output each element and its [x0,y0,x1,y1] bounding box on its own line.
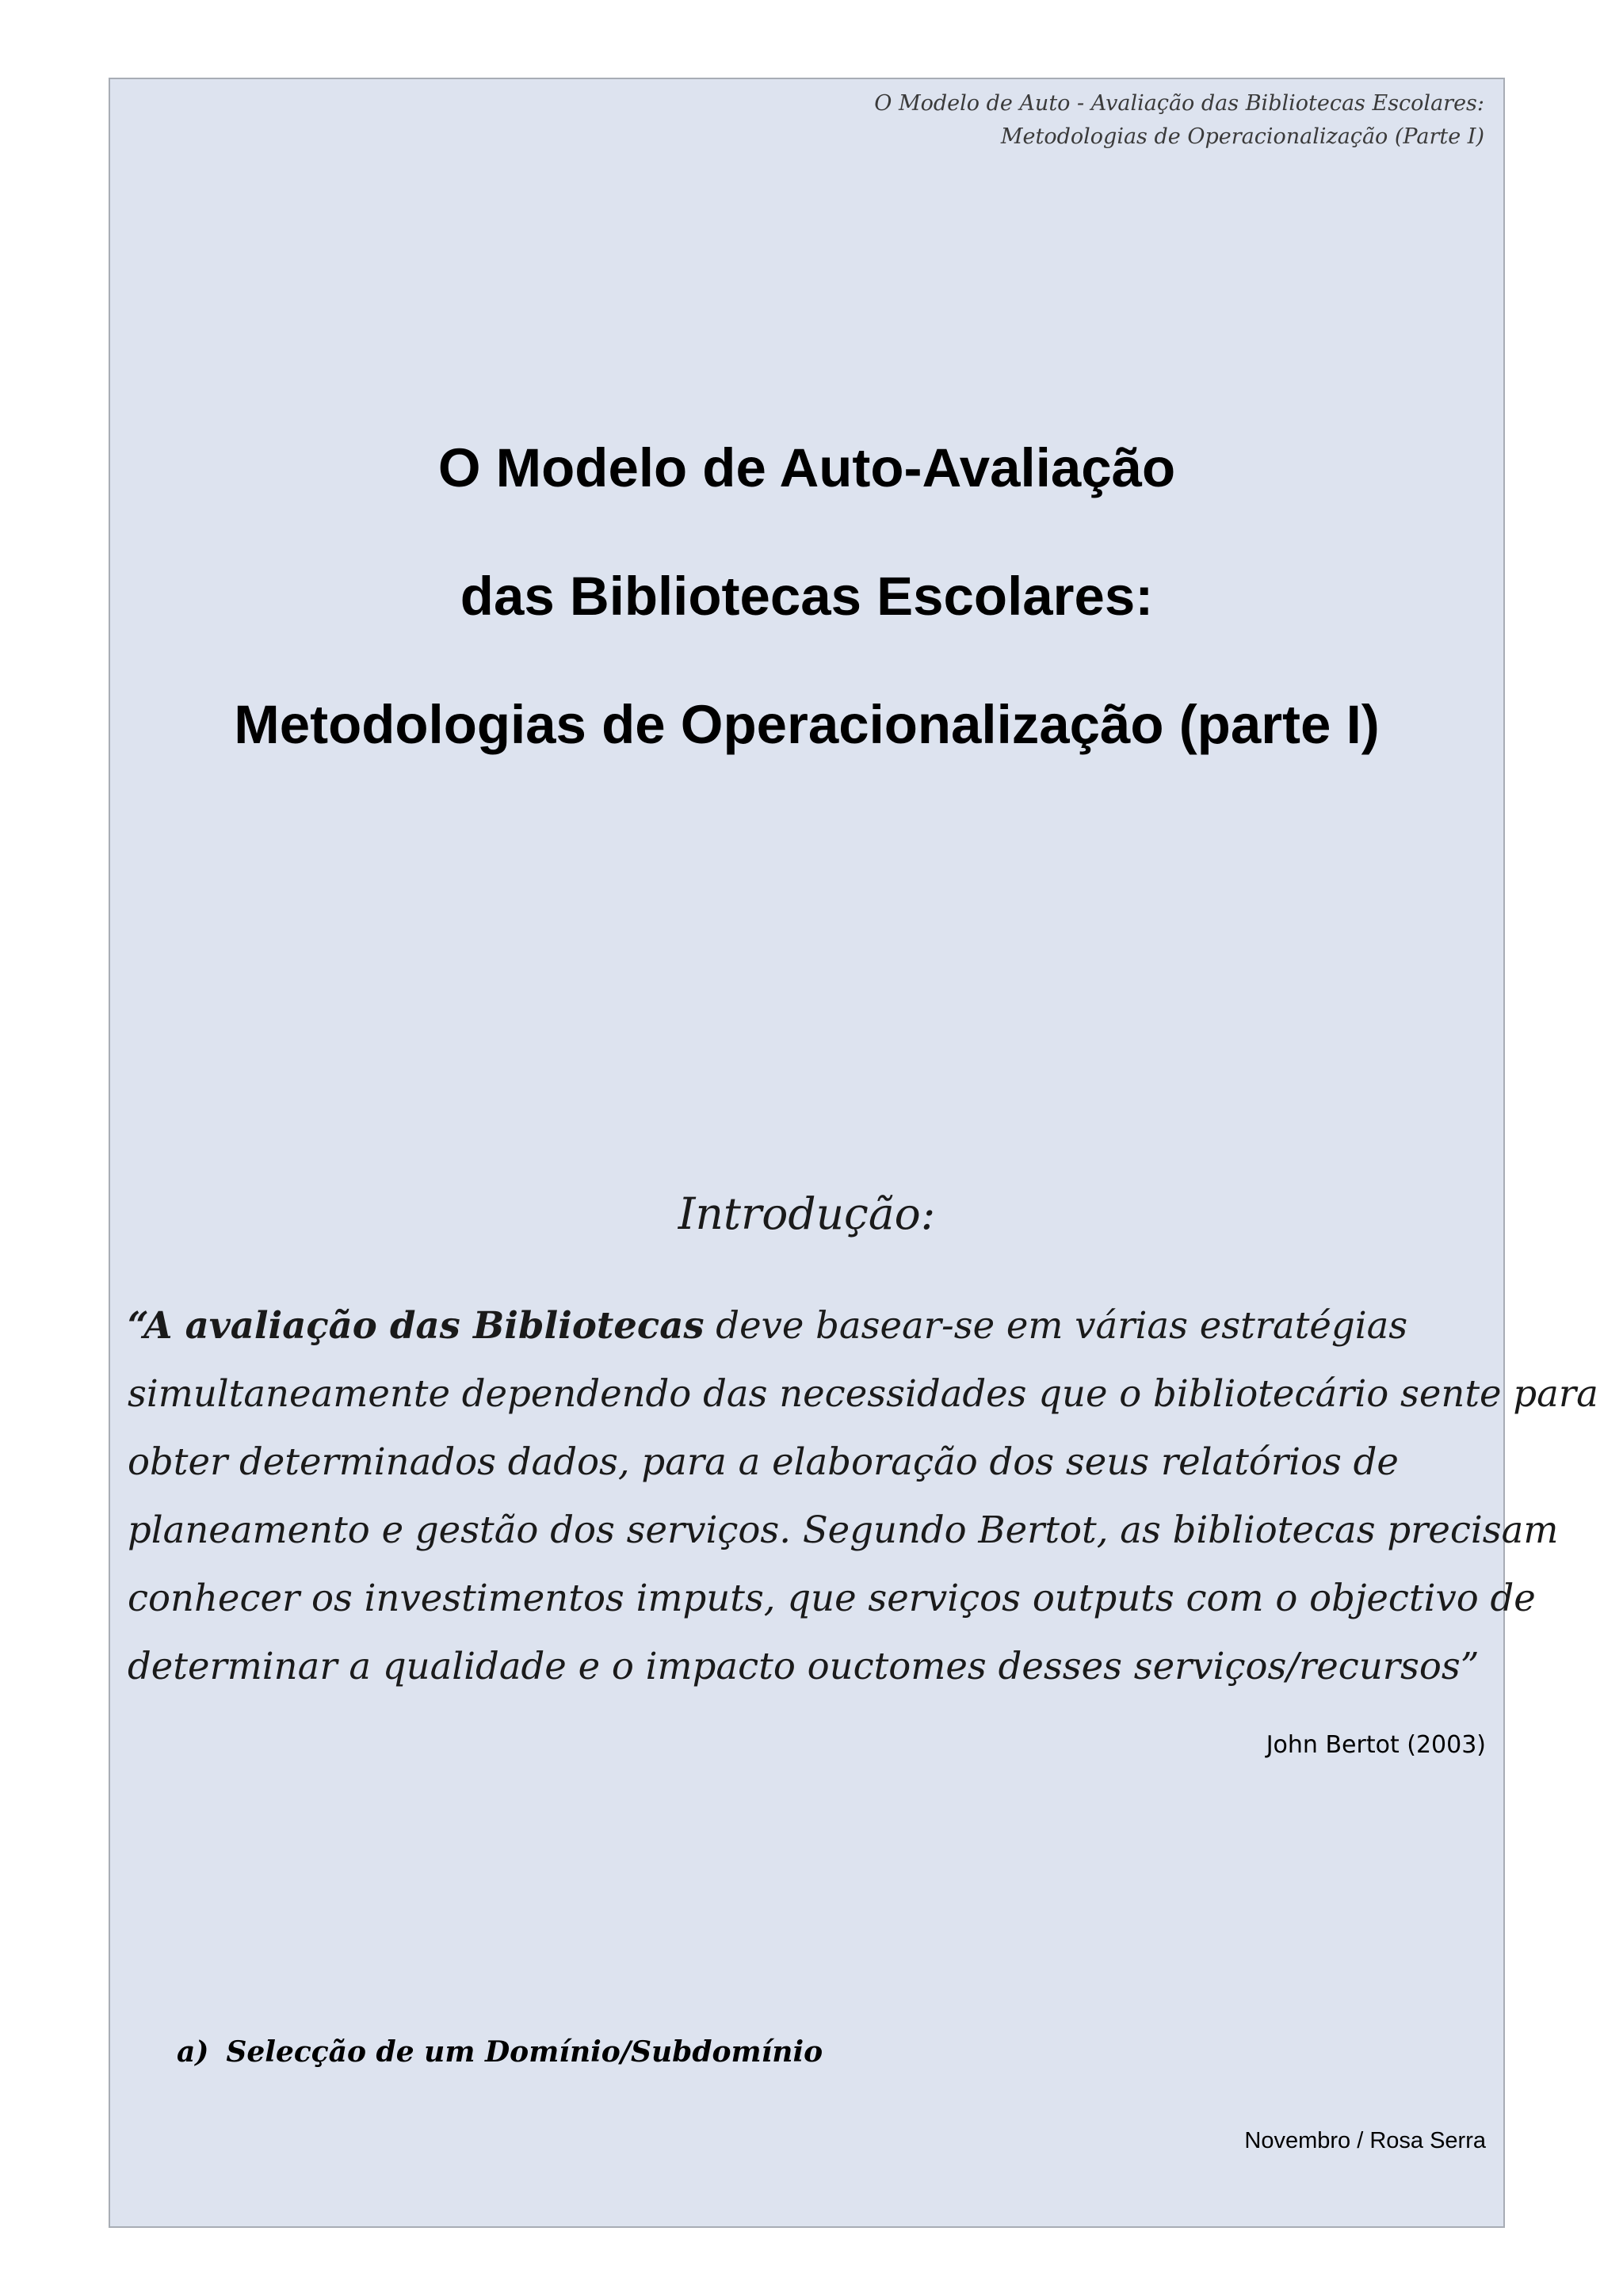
quote-line-4: planeamento e gestão dos serviços. Segundo Bertot, as bibliotecas precisam [128,1508,1559,1551]
list-item [177,2035,823,2069]
list-item-text: Selecção de um Domínio/Subdomínio [226,2035,823,2069]
title-line-3: Metodologias de Operacionalização (parte I) [234,694,1380,755]
title-line-1: O Modelo de Auto-Avaliação [437,437,1176,498]
quote-attribution: John Bertot (2003) [1266,1731,1486,1759]
intro-quote [128,1291,1598,1700]
quote-line-1-rest: deve basear-se em várias estratégias [704,1304,1408,1347]
quote-lead: “A avaliação das Bibliotecas [128,1303,705,1347]
quote-line-2: simultaneamente dependendo das necessidades que o bibliotecário sente para [128,1372,1598,1415]
running-header-line-2: Metodologias de Operacionalização (Parte I) [1000,124,1484,149]
intro-heading: Introdução: [678,1188,936,1239]
document-title [110,404,1503,789]
quote-line-6: determinar a qualidade e o impacto ouctomes desses serviços/recursos” [128,1645,1480,1688]
title-line-2: das Bibliotecas Escolares: [460,566,1154,627]
running-header-line-1: O Modelo de Auto - Avaliação das Bibliotecas Escolares: [874,91,1484,116]
quote-line-1 [128,1291,1491,1360]
quote-line-5: conhecer os investimentos imputs, que serviços outputs com o objectivo de [128,1577,1536,1619]
list-item-marker: a) [177,2035,209,2069]
footer-note: Novembro / Rosa Serra [1244,2128,1486,2153]
page-panel [109,78,1598,2228]
running-header [874,87,1484,154]
quote-line-3: obter determinados dados, para a elaboração dos seus relatórios de [128,1440,1399,1483]
